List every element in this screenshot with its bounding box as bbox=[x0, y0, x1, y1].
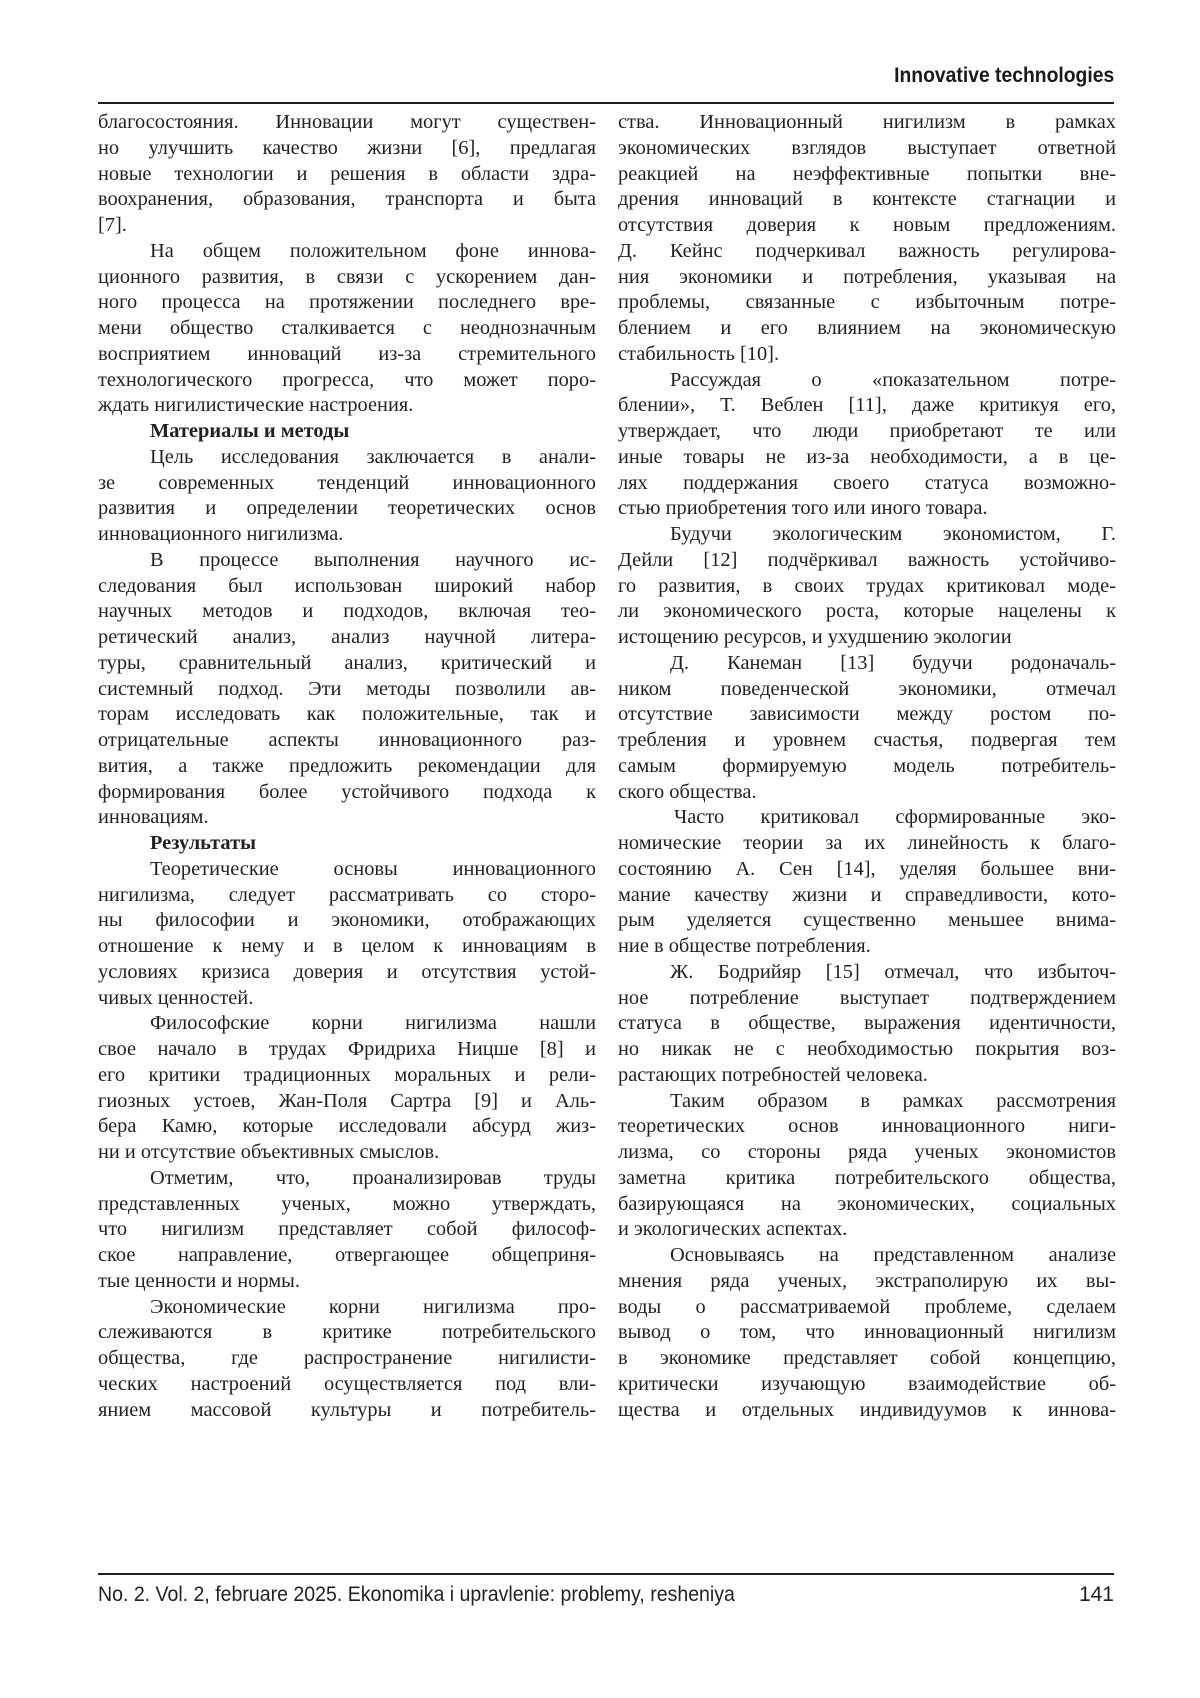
text-line: ждать нигилистические настроения. bbox=[98, 394, 414, 417]
header-divider bbox=[98, 102, 1114, 104]
text-line: мание качеству жизни и справедливости, кото- bbox=[618, 883, 1116, 906]
text-line: инновациям. bbox=[98, 806, 209, 829]
paragraph-start: Теоретические основы инновационного bbox=[150, 857, 596, 880]
text-line: ционного развития, в связи с ускорением дан- bbox=[98, 265, 596, 288]
text-line: ретический анализ, анализ научной литера- bbox=[98, 626, 596, 648]
text-line: отсутствия доверия к новым предложениям. bbox=[618, 214, 1116, 236]
left-column bbox=[98, 110, 596, 1423]
paragraph-start: Ж. Бодрийяр [15] отмечал, что избыточ- bbox=[670, 960, 1116, 983]
text-line: лях поддержания своего статуса возможно- bbox=[618, 471, 1116, 494]
text-line: го развития, в своих трудах критиковал моде- bbox=[618, 574, 1116, 597]
text-line: торам исследовать как положительные, так и bbox=[98, 703, 596, 726]
text-line: янием массовой культуры и потребитель- bbox=[98, 1398, 596, 1421]
section-heading-results: Результаты bbox=[150, 832, 257, 854]
text-line: бера Камю, которые исследовали абсурд жиз- bbox=[98, 1115, 596, 1138]
page-number: 141 bbox=[1078, 1583, 1114, 1606]
text-line: общества, где распространение нигилисти- bbox=[98, 1347, 596, 1369]
text-line: теоретических основ инновационного ниги- bbox=[618, 1115, 1116, 1138]
paragraph-start: Философские корни нигилизма нашли bbox=[150, 1012, 596, 1035]
journal-citation: No. 2. Vol. 2, februare 2025. Ekonomika i upravlenie: problemy, resheniya bbox=[98, 1583, 735, 1606]
paragraph-start: Экономические корни нигилизма про- bbox=[150, 1295, 596, 1318]
text-line: мнения ряда ученых, экстраполирую их вы- bbox=[618, 1269, 1116, 1292]
text-line: экономических взглядов выступает ответной bbox=[618, 136, 1116, 159]
text-line: ни и отсутствие объективных смыслов. bbox=[98, 1141, 440, 1163]
text-line: блением и его влиянием на экономическую bbox=[618, 317, 1116, 339]
paragraph-start: Основываясь на представленном анализе bbox=[670, 1244, 1116, 1266]
text-line: воохранения, образования, транспорта и быта bbox=[98, 188, 596, 211]
text-line: заметна критика потребительского общества, bbox=[618, 1166, 1116, 1189]
text-line: щества и отдельных индивидуумов к иннова- bbox=[618, 1398, 1116, 1421]
text-line: утверждает, что люди приобретают те или bbox=[618, 420, 1116, 442]
text-line: Д. Кейнс подчеркивал важность регулирова- bbox=[618, 239, 1116, 262]
text-line: вывод о том, что инновационный нигилизм bbox=[618, 1321, 1116, 1344]
text-line: вития, а также предложить рекомендации для bbox=[98, 754, 596, 777]
text-line: научных методов и подходов, включая тео- bbox=[98, 600, 596, 623]
paragraph-start: Таким образом в рамках рассмотрения bbox=[670, 1089, 1116, 1112]
text-line: системный подход. Эти методы позволили ав- bbox=[98, 677, 596, 700]
paragraph-start: Будучи экологическим экономистом, Г. bbox=[670, 523, 1116, 545]
text-line: представленных ученых, можно утверждать, bbox=[98, 1192, 596, 1215]
text-line: нигилизма, следует рассматривать со сторо- bbox=[98, 883, 596, 906]
text-line: ского общества. bbox=[618, 780, 757, 803]
text-line: ния экономики и потребления, указывая на bbox=[618, 265, 1116, 288]
text-line: требления и уровнем счастья, подвергая тем bbox=[618, 729, 1116, 751]
text-line: Дейли [12] подчёркивал важность устойчиво- bbox=[618, 548, 1116, 571]
text-line: растающих потребностей человека. bbox=[618, 1063, 928, 1086]
text-line: номические теории за их линейность к благо- bbox=[618, 832, 1116, 854]
text-line: благосостояния. Инновации могут существен- bbox=[98, 111, 596, 133]
text-line: отношение к нему и в целом к инновациям в bbox=[98, 935, 596, 957]
section-heading-materials-methods: Материалы и методы bbox=[150, 420, 350, 442]
text-line: и экологических аспектах. bbox=[618, 1218, 848, 1241]
text-line: новые технологии и решения в области здра- bbox=[98, 162, 596, 185]
text-line: ны философии и экономики, отображающих bbox=[98, 909, 596, 932]
text-line: в экономике представляет собой концепцию, bbox=[618, 1347, 1116, 1369]
paragraph-start: Цель исследования заключается в анали- bbox=[150, 445, 596, 468]
text-line: ние в обществе потребления. bbox=[618, 935, 871, 957]
text-line: развития и определении теоретических основ bbox=[98, 497, 596, 520]
text-line: восприятием инноваций из-за стремительного bbox=[98, 342, 596, 365]
text-line: технологического прогресса, что может поро- bbox=[98, 368, 596, 391]
text-line: иные товары не из-за необходимости, а в це- bbox=[618, 445, 1116, 468]
text-line: базирующаяся на экономических, социальных bbox=[618, 1192, 1116, 1215]
text-line: тые ценности и нормы. bbox=[98, 1269, 300, 1292]
text-line: его критики традиционных моральных и рели- bbox=[98, 1063, 596, 1086]
text-line: воды о рассматриваемой проблеме, сделаем bbox=[618, 1295, 1116, 1318]
text-line: формирования более устойчивого подхода к bbox=[98, 780, 596, 803]
text-line: чивых ценностей. bbox=[98, 986, 254, 1009]
text-line: слеживаются в критике потребительского bbox=[98, 1321, 596, 1344]
text-line: инновационного нигилизма. bbox=[98, 523, 344, 545]
text-line: стабильность [10]. bbox=[618, 342, 780, 365]
text-line: проблемы, связанные с избыточным потре- bbox=[618, 291, 1116, 314]
paragraph-start: Рассуждая о «показательном потре- bbox=[670, 368, 1116, 391]
text-line: отрицательные аспекты инновационного раз- bbox=[98, 729, 596, 751]
text-line: но никак не с необходимостью покрытия воз- bbox=[618, 1038, 1116, 1060]
text-line: условиях кризиса доверия и отсутствия устой- bbox=[98, 960, 596, 983]
paragraph-start: Часто критиковал сформированные эко- bbox=[674, 806, 1116, 829]
text-line: [7]. bbox=[98, 214, 127, 236]
text-line: ческих настроений осуществляется под вли- bbox=[98, 1372, 596, 1395]
text-line: ником поведенческой экономики, отмечал bbox=[618, 677, 1116, 700]
text-line: лизма, со стороны ряда ученых экономистов bbox=[618, 1141, 1116, 1163]
text-line: ли экономического роста, которые нацелены к bbox=[618, 600, 1116, 623]
text-line: реакцией на неэффективные попытки вне- bbox=[618, 162, 1116, 185]
text-line: ное потребление выступает подтверждением bbox=[618, 986, 1116, 1009]
text-line: состоянию А. Сен [14], уделяя большее вни- bbox=[618, 857, 1116, 880]
text-line: зе современных тенденций инновационного bbox=[98, 471, 596, 494]
text-line: но улучшить качество жизни [6], предлагая bbox=[98, 136, 596, 159]
text-line: ское направление, отвергающее общеприня- bbox=[98, 1244, 596, 1266]
text-line: дрения инноваций в контексте стагнации и bbox=[618, 188, 1116, 211]
text-line: что нигилизм представляет собой философ- bbox=[98, 1218, 596, 1241]
text-line: свое начало в трудах Фридриха Ницше [8] и bbox=[98, 1038, 596, 1060]
text-line: ства. Инновационный нигилизм в рамках bbox=[618, 111, 1116, 133]
section-title: Innovative technologies bbox=[893, 64, 1114, 87]
right-column bbox=[618, 110, 1116, 1423]
footer-divider bbox=[98, 1573, 1114, 1575]
text-line: гиозных устоев, Жан-Поля Сартра [9] и Аль- bbox=[98, 1089, 596, 1112]
text-line: критически изучающую взаимодействие об- bbox=[618, 1372, 1116, 1395]
text-line: отсутствие зависимости между ростом по- bbox=[618, 703, 1116, 726]
text-line: рым уделяется существенно меньшее внима- bbox=[618, 909, 1116, 932]
paragraph-start: Отметим, что, проанализировав труды bbox=[150, 1166, 596, 1189]
text-line: следования был использован широкий набор bbox=[98, 574, 596, 597]
text-line: ного процесса на протяжении последнего вре- bbox=[98, 291, 596, 314]
paragraph-start: На общем положительном фоне иннова- bbox=[150, 239, 596, 262]
text-line: статуса в обществе, выражения идентичности, bbox=[618, 1012, 1116, 1035]
paragraph-start: В процессе выполнения научного ис- bbox=[150, 548, 596, 571]
paragraph-start: Д. Канеман [13] будучи родоначаль- bbox=[670, 651, 1116, 674]
text-line: блении», Т. Веблен [11], даже критикуя его, bbox=[618, 394, 1116, 417]
text-line: туры, сравнительный анализ, критический и bbox=[98, 651, 596, 674]
text-line: самым формируемую модель потребитель- bbox=[618, 754, 1116, 777]
text-line: стью приобретения того или иного товара. bbox=[618, 497, 988, 520]
text-line: мени общество сталкивается с неоднозначным bbox=[98, 317, 596, 339]
text-line: истощению ресурсов, и ухудшению экологии bbox=[618, 626, 1012, 648]
